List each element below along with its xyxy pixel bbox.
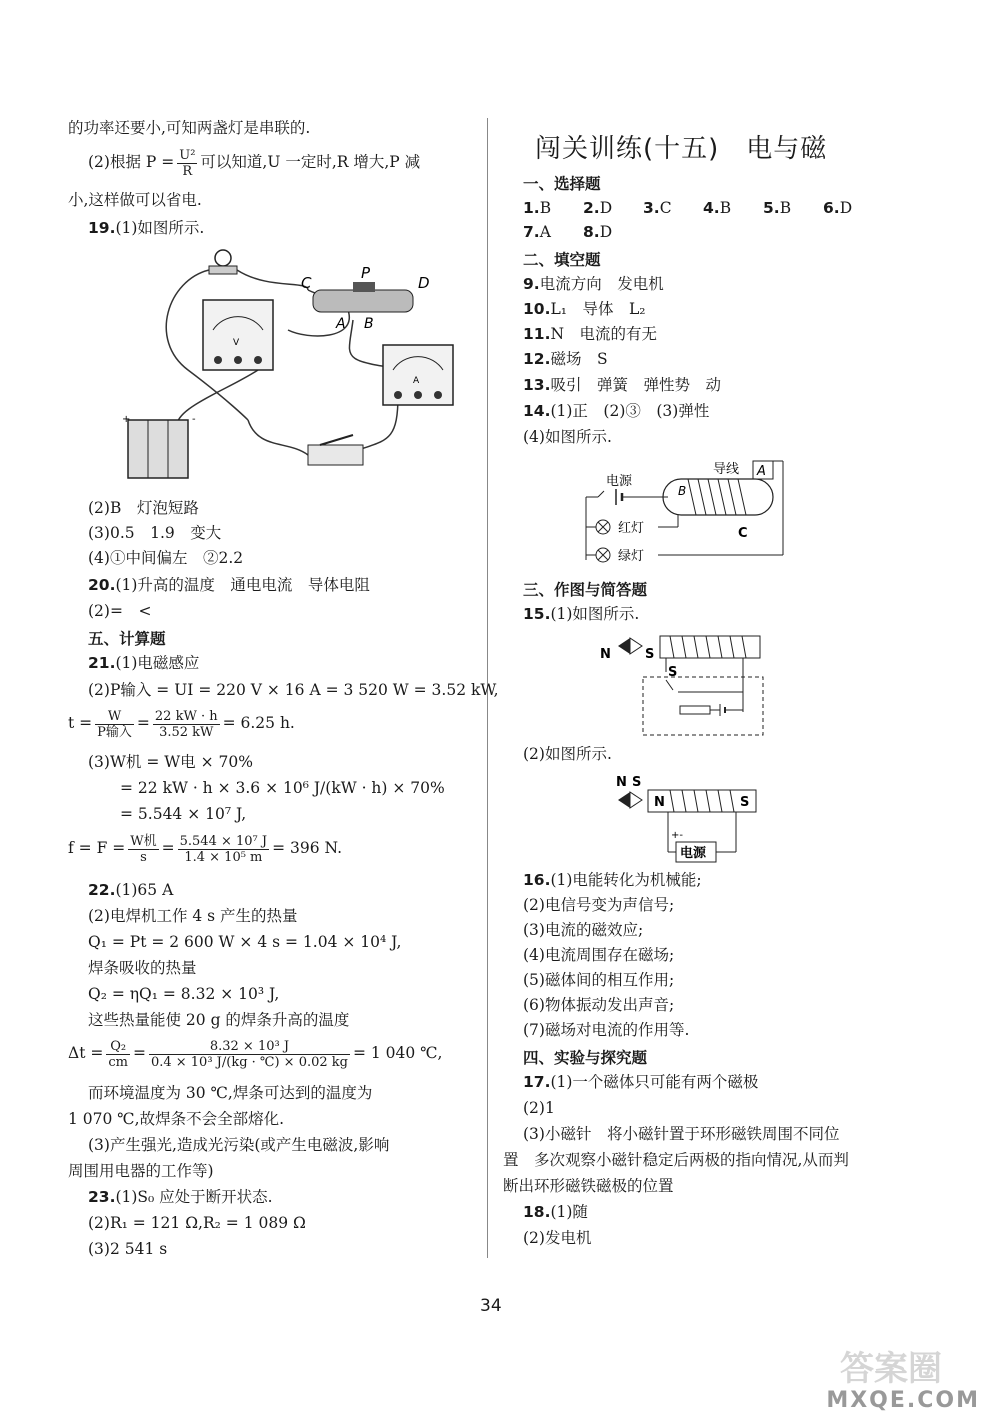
question-number: 2. bbox=[583, 199, 600, 217]
question-number: 15. bbox=[523, 605, 551, 623]
text-line: (2)B 灯泡短路 bbox=[88, 499, 199, 517]
power-label: 电源 bbox=[606, 474, 633, 489]
text-line: (5)磁体间的相互作用; bbox=[523, 971, 675, 989]
text: = bbox=[136, 714, 150, 732]
text-line: (3)电流的磁效应; bbox=[523, 921, 644, 939]
question-23 bbox=[88, 1187, 273, 1207]
battery-minus: - bbox=[192, 414, 196, 425]
question-17 bbox=[523, 1072, 758, 1092]
question-number: 6. bbox=[823, 199, 840, 217]
question-number: 18. bbox=[523, 1203, 551, 1221]
answer: 吸引 弹簧 弹性势 动 bbox=[550, 376, 721, 394]
question-number: 8. bbox=[583, 223, 600, 241]
fraction bbox=[153, 709, 220, 740]
text: Δt = bbox=[68, 1044, 104, 1062]
question-12 bbox=[523, 349, 608, 369]
text-line: (2)电信号变为声信号; bbox=[523, 896, 675, 914]
question-number: 23. bbox=[88, 1188, 116, 1206]
text: (2)根据 P = bbox=[88, 153, 175, 171]
denominator: 3.52 kW bbox=[159, 724, 214, 740]
text-line: 置 多次观察小磁针稳定后两极的指向情况,从而判 bbox=[503, 1151, 849, 1169]
core-n: N bbox=[654, 795, 665, 810]
denominator: P输入 bbox=[97, 724, 132, 740]
answer: B bbox=[539, 199, 552, 217]
question-11 bbox=[523, 324, 657, 344]
text-line: 焊条吸收的热量 bbox=[88, 959, 197, 977]
question-number: 13. bbox=[523, 376, 551, 394]
circuit-figure-14 bbox=[578, 455, 808, 575]
watermark-text: MXQE.COM bbox=[826, 1388, 980, 1413]
question-number: 14. bbox=[523, 402, 551, 420]
question-number: 7. bbox=[523, 223, 540, 241]
text: = bbox=[132, 1044, 146, 1062]
formula-line bbox=[68, 830, 342, 866]
text: = bbox=[161, 839, 175, 857]
power-label: 电源 bbox=[680, 846, 707, 861]
numerator: 8.32 × 10³ J bbox=[149, 1039, 350, 1055]
fraction bbox=[149, 1039, 350, 1070]
answer: (1)如图所示. bbox=[115, 219, 205, 237]
numerator: Q₂ bbox=[106, 1039, 130, 1055]
denominator: 0.4 × 10³ J/(kg · ℃) × 0.02 kg bbox=[150, 1054, 348, 1070]
text: = 6.25 h. bbox=[222, 714, 295, 732]
green-lamp-label: 绿灯 bbox=[618, 549, 645, 564]
denominator: R bbox=[182, 163, 193, 179]
answer: 磁场 S bbox=[550, 350, 608, 368]
text-line: (3)小磁针 将小磁针置于环形磁铁周围不同位 bbox=[523, 1125, 840, 1143]
formula-line bbox=[68, 1035, 442, 1071]
text-line: = 22 kW · h × 3.6 × 10⁶ J/(kW · h) × 70% bbox=[120, 779, 445, 797]
answer: D bbox=[839, 199, 853, 217]
circuit-figure-19 bbox=[108, 240, 468, 490]
text-line: (4)如图所示. bbox=[523, 428, 612, 446]
text-line: (6)物体振动发出声音; bbox=[523, 996, 675, 1014]
page-number: 34 bbox=[480, 1296, 502, 1316]
question-20 bbox=[88, 575, 370, 595]
question-number: 17. bbox=[523, 1073, 551, 1091]
question-number: 1. bbox=[523, 199, 540, 217]
label-d: D bbox=[418, 274, 430, 292]
numerator: W机 bbox=[130, 833, 157, 849]
question-15 bbox=[523, 604, 639, 624]
electromagnet-figure-15-1 bbox=[598, 632, 778, 742]
switch-s-label: S bbox=[668, 665, 678, 680]
text-line: (2)1 bbox=[523, 1099, 555, 1117]
answer: A bbox=[539, 223, 551, 241]
denominator: 1.4 × 10⁵ m bbox=[184, 849, 263, 865]
text-line: (2)电焊机工作 4 s 产生的热量 bbox=[88, 907, 298, 925]
question-9 bbox=[523, 274, 664, 294]
answer: (1)65 A bbox=[115, 881, 174, 899]
text-line: Q₁ = Pt = 2 600 W × 4 s = 1.04 × 10⁴ J, bbox=[88, 933, 402, 951]
question-number: 3. bbox=[643, 199, 660, 217]
answer: (1)电能转化为机械能; bbox=[550, 871, 702, 889]
question-number: 4. bbox=[703, 199, 720, 217]
question-number: 19. bbox=[88, 219, 116, 237]
text-line: (3)W机 = W电 × 70% bbox=[88, 753, 253, 771]
text-line: 而环境温度为 30 ℃,焊条可达到的温度为 bbox=[88, 1084, 373, 1102]
text-line: 1 070 ℃,故焊条不会全部熔化. bbox=[68, 1110, 284, 1128]
label-a: A bbox=[757, 464, 766, 479]
fraction bbox=[178, 834, 269, 865]
wire-label: 导线 bbox=[713, 462, 740, 477]
answer: 电流方向 发电机 bbox=[539, 275, 664, 293]
text: t = bbox=[68, 714, 93, 732]
text-line: (2)发电机 bbox=[523, 1229, 592, 1247]
label-c: C bbox=[738, 526, 748, 541]
text: = 396 N. bbox=[272, 839, 343, 857]
answer: (1)如图所示. bbox=[550, 605, 640, 623]
needle-n: N bbox=[600, 647, 611, 662]
text: 可以知道,U 一定时,R 增大,P 减 bbox=[200, 153, 421, 171]
text-line: (7)磁场对电流的作用等. bbox=[523, 1021, 690, 1039]
section-heading: 一、选择题 bbox=[523, 175, 601, 193]
question-number: 12. bbox=[523, 350, 551, 368]
text-line: 小,这样做可以省电. bbox=[68, 191, 202, 209]
label-b: B bbox=[364, 316, 374, 332]
text-line: (4)电流周围存在磁场; bbox=[523, 946, 675, 964]
text-line: (2)P输入 = UI = 220 V × 16 A = 3 520 W = 3.52 kW, bbox=[88, 681, 499, 699]
answer: (1)电磁感应 bbox=[115, 654, 200, 672]
question-number: 10. bbox=[523, 300, 551, 318]
numerator: W bbox=[95, 709, 134, 725]
answer: D bbox=[599, 199, 613, 217]
denominator: cm bbox=[108, 1054, 128, 1070]
text-line: 这些热量能使 20 g 的焊条升高的温度 bbox=[88, 1011, 350, 1029]
section-heading: 二、填空题 bbox=[523, 251, 601, 269]
text: = 1 040 ℃, bbox=[352, 1044, 443, 1062]
answer: (1)一个磁体只可能有两个磁极 bbox=[550, 1073, 759, 1091]
answer: B bbox=[779, 199, 792, 217]
answer: D bbox=[599, 223, 613, 241]
chapter-title: 闯关训练(十五) 电与磁 bbox=[535, 134, 828, 164]
question-number: 21. bbox=[88, 654, 116, 672]
numerator: 22 kW · h bbox=[154, 708, 218, 724]
text-line: 周围用电器的工作等) bbox=[68, 1162, 214, 1180]
section-heading: 四、实验与探究题 bbox=[523, 1049, 648, 1067]
text-line: (4)①中间偏左 ②2.2 bbox=[88, 549, 244, 567]
battery-plus: + bbox=[122, 414, 131, 425]
text-line: (2)如图所示. bbox=[523, 745, 612, 763]
denominator: s bbox=[140, 849, 147, 865]
needle-s: S bbox=[645, 647, 655, 662]
question-14 bbox=[523, 401, 709, 421]
question-22 bbox=[88, 880, 173, 900]
label-c: C bbox=[301, 274, 312, 292]
core-s: S bbox=[740, 795, 750, 810]
polarity-mark: +- bbox=[671, 830, 683, 841]
formula-line bbox=[88, 146, 420, 179]
fraction bbox=[177, 148, 197, 179]
text-line: 断出环形磁铁磁极的位置 bbox=[503, 1177, 674, 1195]
answer: (1)升高的温度 通电电流 导体电阻 bbox=[115, 576, 370, 594]
answer: C bbox=[659, 199, 672, 217]
text-line: (2)= < bbox=[88, 602, 152, 620]
text-line: (2)R₁ = 121 Ω,R₂ = 1 089 Ω bbox=[88, 1214, 306, 1232]
answer: (1)S₀ 应处于断开状态. bbox=[115, 1188, 273, 1206]
section-heading: 五、计算题 bbox=[88, 630, 166, 648]
question-number: 5. bbox=[763, 199, 780, 217]
question-16 bbox=[523, 870, 702, 890]
answer: (1)正 (2)③ (3)弹性 bbox=[550, 402, 710, 420]
text-line: 的功率还要小,可知两盏灯是串联的. bbox=[68, 119, 311, 137]
formula-line bbox=[68, 705, 295, 741]
question-number: 11. bbox=[523, 325, 551, 343]
answer: (1)随 bbox=[550, 1203, 588, 1221]
fraction bbox=[128, 834, 158, 865]
needle-s: S bbox=[632, 775, 642, 790]
label-a: A bbox=[336, 316, 346, 332]
question-21 bbox=[88, 653, 199, 673]
text: f = F = bbox=[68, 839, 126, 857]
question-13 bbox=[523, 375, 721, 395]
needle-n: N bbox=[616, 775, 627, 790]
text-line: (3)产生强光,造成光污染(或产生电磁波,影响 bbox=[88, 1136, 390, 1154]
question-19 bbox=[88, 218, 204, 238]
question-number: 20. bbox=[88, 576, 116, 594]
text-line: Q₂ = ηQ₁ = 8.32 × 10³ J, bbox=[88, 985, 280, 1003]
label-p: P bbox=[361, 264, 371, 282]
voltmeter-label: V bbox=[233, 338, 240, 348]
question-number: 16. bbox=[523, 871, 551, 889]
question-10 bbox=[523, 299, 645, 319]
text-line: (3)2 541 s bbox=[88, 1240, 168, 1258]
text-line: = 5.544 × 10⁷ J, bbox=[120, 805, 247, 823]
label-b: B bbox=[678, 484, 687, 498]
text-line: (3)0.5 1.9 变大 bbox=[88, 524, 222, 542]
fraction bbox=[95, 709, 134, 740]
red-lamp-label: 红灯 bbox=[618, 521, 645, 536]
electromagnet-figure-15-2 bbox=[608, 772, 778, 867]
fraction bbox=[106, 1039, 130, 1070]
question-18 bbox=[523, 1202, 588, 1222]
numerator: 5.544 × 10⁷ J bbox=[179, 833, 268, 849]
answer: L₁ 导体 L₂ bbox=[550, 300, 646, 318]
question-number: 22. bbox=[88, 881, 116, 899]
answer: B bbox=[719, 199, 732, 217]
answer: N 电流的有无 bbox=[550, 325, 658, 343]
numerator: U² bbox=[179, 147, 196, 163]
ammeter-label: A bbox=[413, 376, 420, 386]
section-heading: 三、作图与简答题 bbox=[523, 581, 648, 599]
question-number: 9. bbox=[523, 275, 540, 293]
watermark-logo-text: 答案圈 bbox=[840, 1349, 942, 1389]
